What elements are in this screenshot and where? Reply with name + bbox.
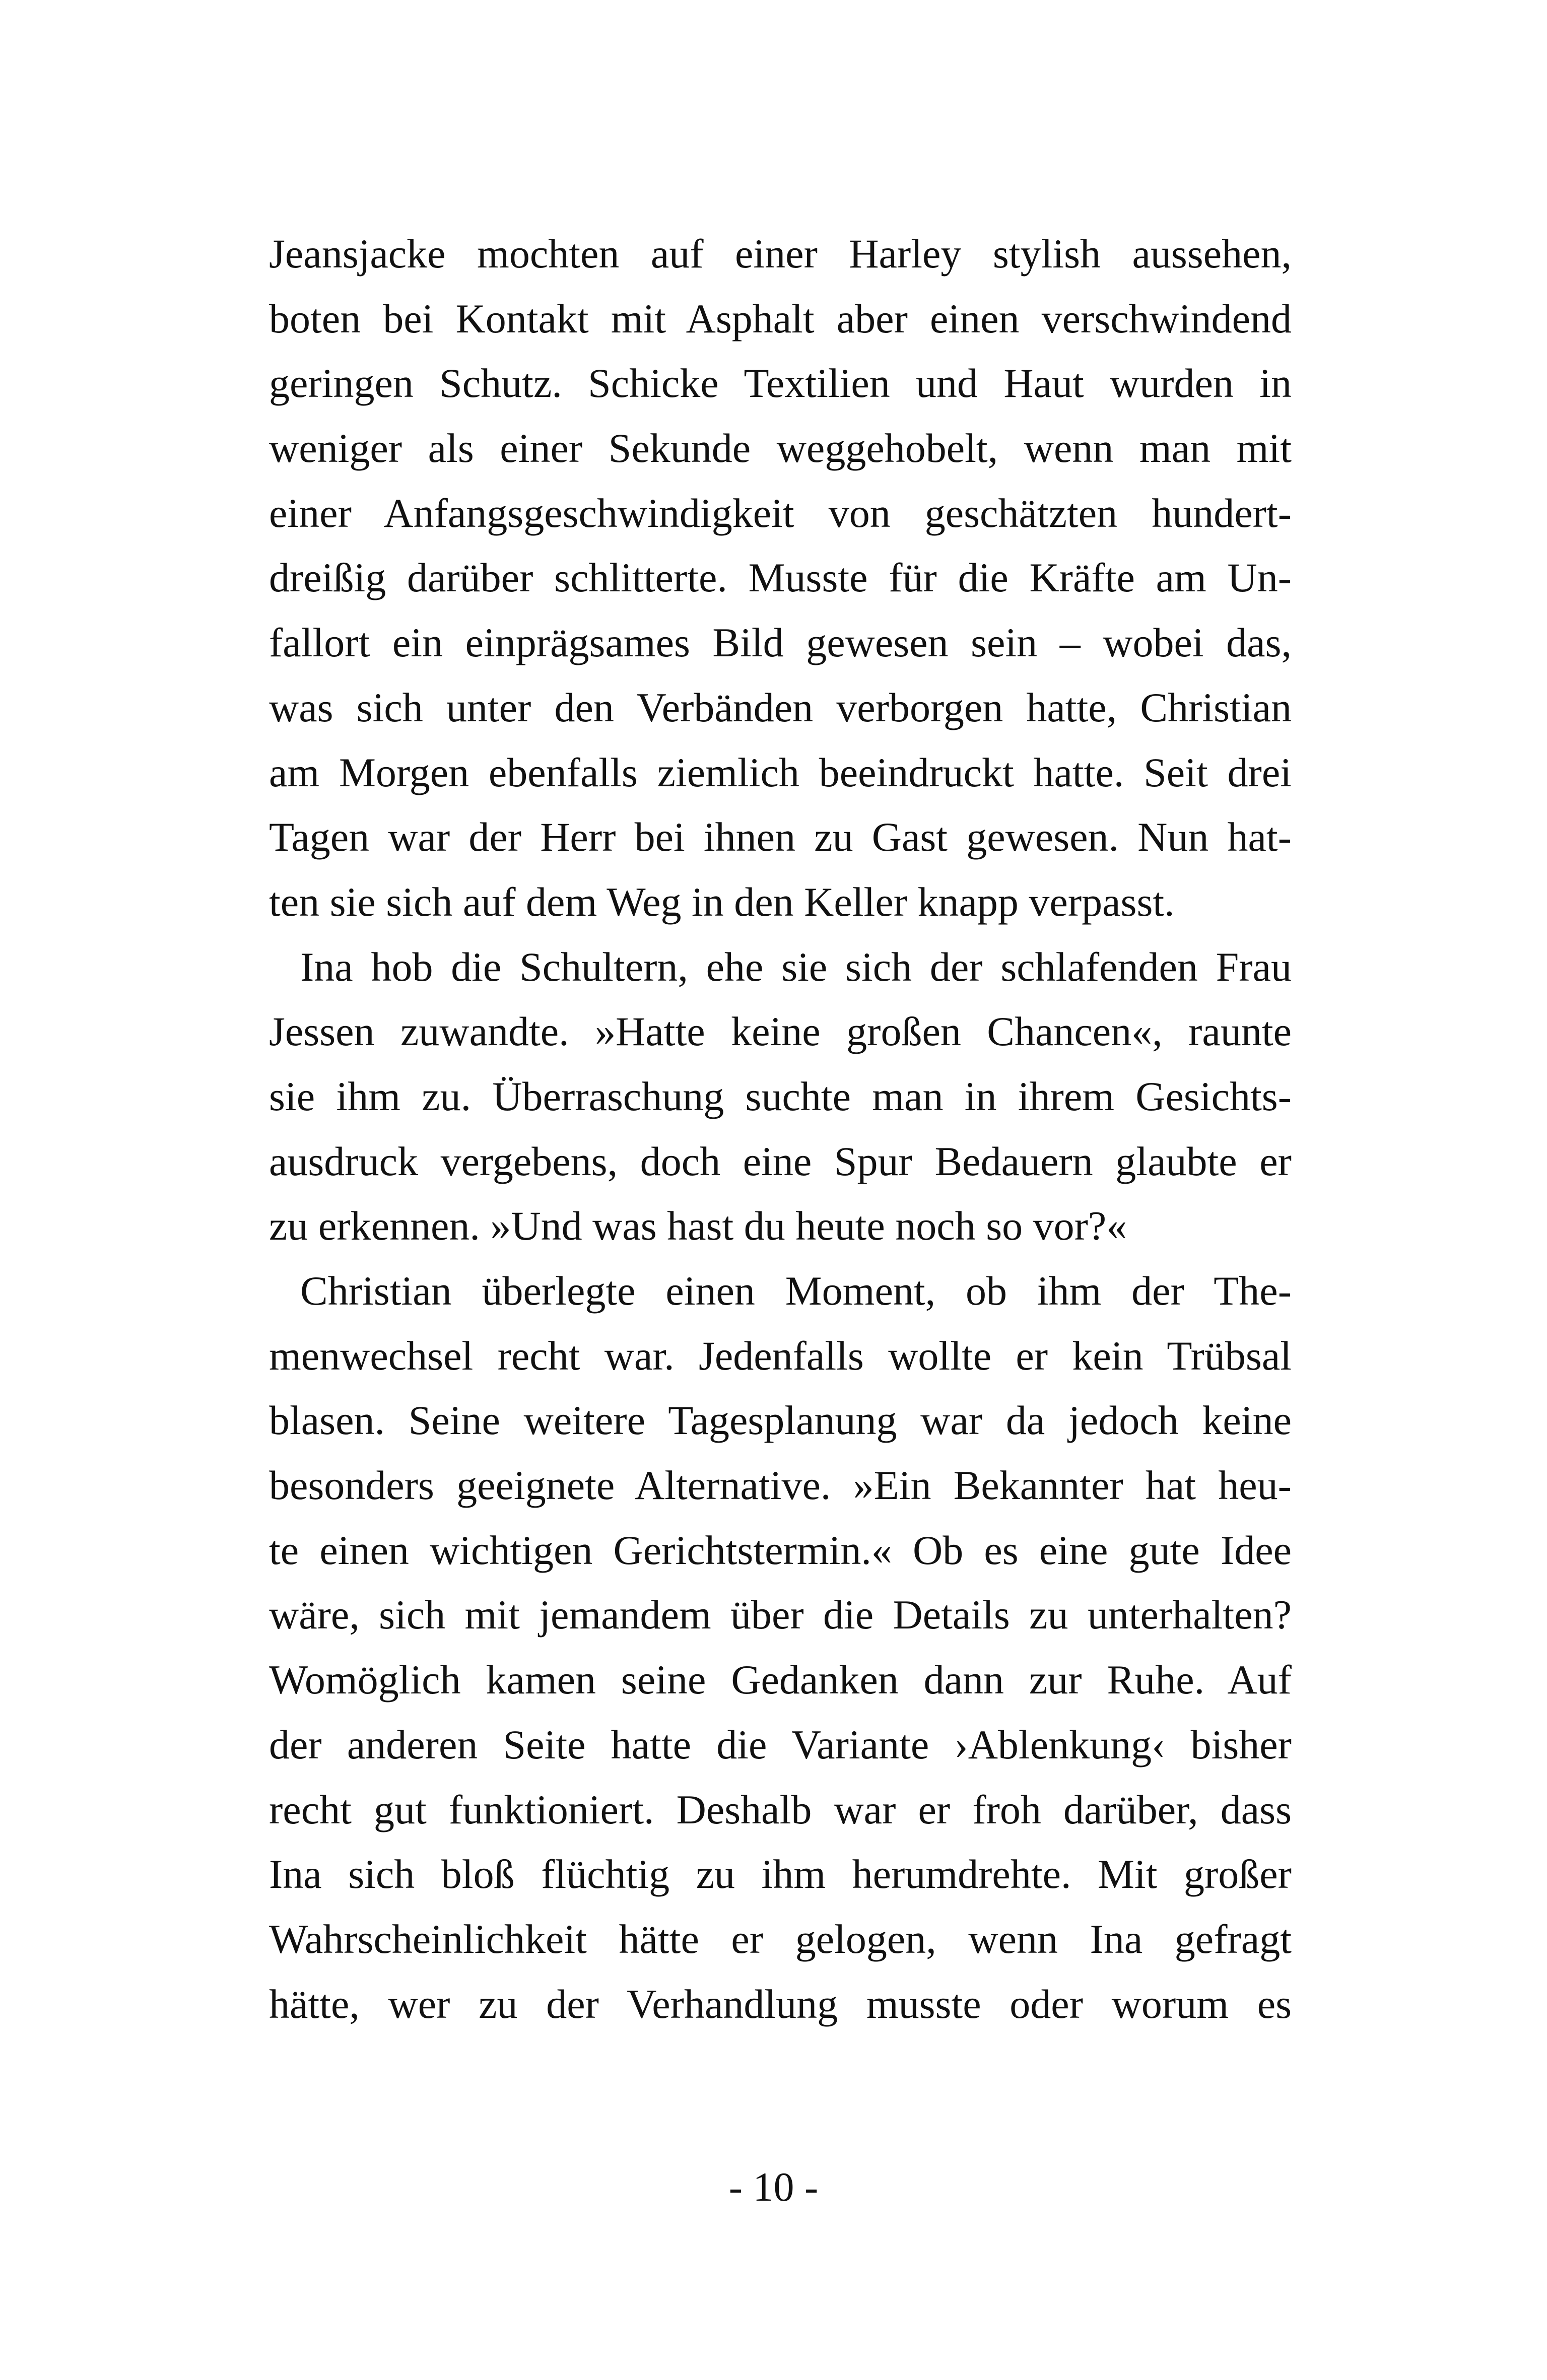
text-line: einer Anfangsgeschwindigkeit von geschätzten hundert- [269, 490, 1292, 536]
text-line: blasen. Seine weitere Tagesplanung war da jedoch keine [269, 1397, 1292, 1444]
paragraph [269, 1259, 1292, 2036]
text-line: am Morgen ebenfalls ziemlich beeindruckt hatte. Seit drei [269, 749, 1292, 795]
page-number: - 10 - [728, 2164, 819, 2210]
text-line: Ina hob die Schultern, ehe sie sich der schlafenden Frau [300, 943, 1292, 990]
text-line: Ina sich bloß flüchtig zu ihm herumdrehte. Mit großer [269, 1851, 1292, 1897]
text-line: sie ihm zu. Überraschung suchte man in ihrem Gesichts- [269, 1073, 1292, 1119]
text-line: Jeansjacke mochten auf einer Harley stylish aussehen, [269, 231, 1292, 277]
text-line: ausdruck vergebens, doch eine Spur Bedauern glaubte er [269, 1138, 1292, 1184]
paragraph [269, 222, 1292, 935]
body-text [269, 222, 1292, 2036]
text-line: te einen wichtigen Gerichtstermin.« Ob es eine gute Idee [269, 1527, 1292, 1573]
text-line: was sich unter den Verbänden verborgen hatte, Christian [269, 684, 1292, 730]
text-line: Jessen zuwandte. »Hatte keine großen Chancen«, raunte [269, 1008, 1292, 1055]
text-line: weniger als einer Sekunde weggehobelt, wenn man mit [269, 425, 1292, 471]
text-line: wäre, sich mit jemandem über die Details zu unterhalten? [269, 1592, 1292, 1638]
text-line: Womöglich kamen seine Gedanken dann zur Ruhe. Auf [269, 1657, 1292, 1703]
text-line: menwechsel recht war. Jedenfalls wollte er kein Trübsal [269, 1332, 1292, 1379]
text-line: fallort ein einprägsames Bild gewesen sein – wobei das, [269, 620, 1292, 666]
text-line: recht gut funktioniert. Deshalb war er froh darüber, dass [269, 1786, 1292, 1832]
text-line: der anderen Seite hatte die Variante ›Ablenkung‹ bisher [269, 1721, 1292, 1767]
text-line: hätte, wer zu der Verhandlung musste oder worum es [269, 1981, 1292, 2027]
text-line: geringen Schutz. Schicke Textilien und Haut wurden in [269, 360, 1292, 406]
text-line: boten bei Kontakt mit Asphalt aber einen verschwindend [269, 295, 1292, 342]
text-line: Wahrscheinlichkeit hätte er gelogen, wenn Ina gefragt [269, 1916, 1292, 1962]
text-line: Christian überlegte einen Moment, ob ihm der The- [300, 1268, 1292, 1314]
text-line: zu erkennen. »Und was hast du heute noch so vor?« [269, 1203, 1127, 1249]
text-line: dreißig darüber schlitterte. Musste für die Kräfte am Un- [269, 555, 1292, 601]
text-line: Tagen war der Herr bei ihnen zu Gast gewesen. Nun hat- [269, 814, 1292, 860]
paragraph [269, 935, 1292, 1259]
text-line: ten sie sich auf dem Weg in den Keller knapp verpasst. [269, 878, 1175, 925]
text-line: besonders geeignete Alternative. »Ein Bekannter hat heu- [269, 1462, 1292, 1509]
